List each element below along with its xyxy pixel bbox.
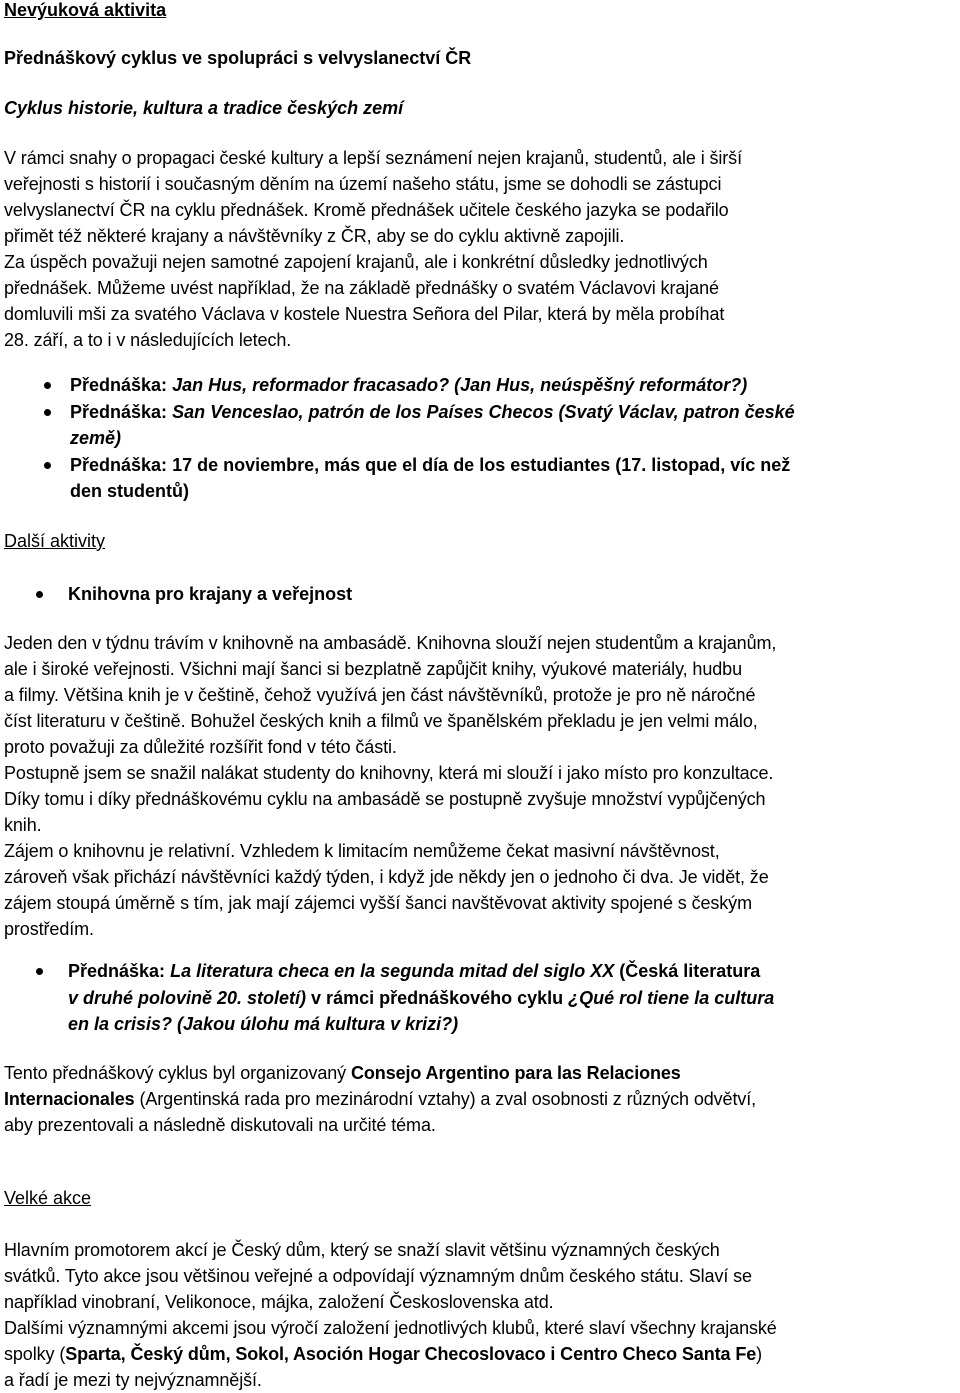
bullet-icon (36, 591, 43, 598)
section-heading-dalsi-aktivity: Další aktivity (4, 531, 106, 551)
organizer-name: Consejo Argentino para las Relaciones (351, 1063, 681, 1083)
lecture-title-es: La literatura checa en la segunda mitad del siglo XX (170, 961, 615, 981)
subtitle-cycle-history: Cyklus historie, kultura a tradice českých zemí (4, 98, 404, 118)
para-line: a řadí je mezi ty nejvýznamnější. (4, 1370, 262, 1390)
para-line: domluvili mši za svatého Václava v kostele Nuestra Señora del Pilar, která by měla probíhat (4, 304, 725, 324)
paragraph-intro (4, 145, 956, 353)
para-line: přednášek. Můžeme uvést například, že na základě přednášky o svatém Václavovi krajané (4, 278, 719, 298)
lecture-title-cont: země) (70, 428, 122, 448)
paragraph-library (4, 630, 956, 942)
lecture-title-cont: den studentů) (70, 481, 189, 501)
para-line: například vinobraní, Velikonoce, májka, založení Československa atd. (4, 1292, 554, 1312)
organizer-name-cont: Internacionales (4, 1089, 135, 1109)
para-line: Za úspěch považuji nejen samotné zapojení krajanů, ale i konkrétní důsledky jednotlivých (4, 252, 708, 272)
para-line: číst literaturu v češtině. Bohužel českých knih a filmů ve španělském překladu je jen velmi málo, (4, 711, 758, 731)
para-line (4, 1341, 956, 1367)
para-line: Dalšími významnými akcemi jsou výročí založení jednotlivých klubů, které slaví všechny krajanské (4, 1318, 777, 1338)
literature-lecture-list (4, 958, 956, 1038)
lecture-cycle-title: ¿Qué rol tiene la cultura (568, 987, 775, 1008)
para-line: veřejnosti s historií i současným děním na území našeho státu, jsme se dohodli se zástupci (4, 174, 722, 194)
lecture-title: San Venceslao, patrón de los Países Checos (Svatý Václav, patron české (172, 401, 795, 422)
para-line: svátků. Tyto akce jsou většinou veřejné a odpovídají významným dnům českého státu. Slaví se (4, 1266, 752, 1286)
library-list (4, 581, 956, 608)
bullet-icon (44, 382, 51, 389)
para-line: 28. září, a to i v následujících letech. (4, 330, 292, 350)
lecture-cycle-text: v rámci přednáškového cyklu (306, 987, 569, 1008)
para-line: Hlavním promotorem akcí je Český dům, který se snaží slavit většinu významných českých (4, 1240, 720, 1260)
para-line: prostředím. (4, 919, 94, 939)
lecture-title-cz: (Česká literatura (614, 961, 761, 981)
paragraph-events (4, 1237, 956, 1393)
lecture-label: Přednáška: (70, 401, 168, 422)
list-item-lecture-17-november (4, 452, 956, 505)
lecture-label: Přednáška: (70, 375, 168, 395)
para-line: knih. (4, 815, 42, 835)
list-item-lecture-hus (4, 372, 956, 399)
organizer-text: Tento přednáškový cyklus byl organizovaný (4, 1063, 351, 1083)
para-line: zároveň však přichází návštěvníci každý týden, i když jde někdy jen o jednoho či dva. Je vidět, že (4, 867, 769, 887)
clubs-list: Sparta, Český dům, Sokol, Asoción Hogar Checoslovaco i Centro Checo Santa Fe (65, 1344, 757, 1364)
para-line: zájem stoupá úměrně s tím, jak mají zájemci vyšší šanci navštěvovat aktivity spojené s českým (4, 893, 752, 913)
lecture-label: Přednáška: (70, 454, 168, 475)
lecture-title-cz-cont: v druhé polovině 20. století) (68, 987, 307, 1008)
section-heading-nevyukova: Nevýuková aktivita (4, 0, 167, 20)
para-line: Díky tomu i díky přednáškovému cyklu na ambasádě se postupně zvyšuje množství vypůjčených (4, 789, 766, 809)
list-item-lecture-vaclav (4, 399, 956, 452)
clubs-text-end: ) (756, 1344, 763, 1364)
list-item-lecture-literature (4, 958, 956, 1038)
para-line: Postupně jsem se snažil nalákat studenty do knihovny, která mi slouží i jako místo pro konzultace. (4, 763, 774, 783)
subtitle-lecture-series: Přednáškový cyklus ve spolupráci s velvyslanectví ČR (4, 48, 472, 68)
para-line: velvyslanectví ČR na cyklu přednášek. Kromě přednášek učitele českého jazyka se podařilo (4, 200, 729, 220)
paragraph-organizer (4, 1060, 956, 1138)
para-line: ale i široké veřejnosti. Všichni mají šanci si bezplatně zapůjčit knihy, výukové materiály, hudbu (4, 659, 742, 679)
lecture-title: 17 de noviembre, más que el día de los estudiantes (17. listopad, víc než (172, 454, 791, 475)
para-line: Jeden den v týdnu trávím v knihovně na ambasádě. Knihovna slouží nejen studentům a krajanům, (4, 633, 777, 653)
section-heading-velke-akce: Velké akce (4, 1188, 92, 1208)
lecture-list (4, 372, 956, 505)
lecture-cycle-title-cont: en la crisis? (Jakou úlohu má kultura v krizi?) (68, 1014, 459, 1034)
lecture-label: Přednáška: (68, 961, 166, 981)
para-line (4, 1060, 956, 1086)
para-line: Zájem o knihovnu je relativní. Vzhledem k limitacím nemůžeme čekat masivní návštěvnost, (4, 841, 720, 861)
library-item-label: Knihovna pro krajany a veřejnost (68, 584, 353, 604)
clubs-text: spolky ( (4, 1344, 66, 1364)
para-line (4, 1086, 956, 1112)
list-item-library (4, 581, 956, 608)
para-line: V rámci snahy o propagaci české kultury a lepší seznámení nejen krajanů, studentů, ale i širší (4, 148, 742, 168)
organizer-text-cont: (Argentinská rada pro mezinárodní vztahy) a zval osobnosti z různých odvětví, (134, 1089, 757, 1109)
bullet-icon (36, 968, 43, 975)
lecture-title: Jan Hus, reformador fracasado? (Jan Hus, neúspěšný reformátor?) (172, 375, 748, 395)
bullet-icon (44, 409, 51, 416)
para-line: proto považuji za důležité rozšířit fond v této části. (4, 737, 397, 757)
para-line: a filmy. Většina knih je v češtině, čehož využívá jen část návštěvníků, protože je pro ně náročné (4, 685, 756, 705)
bullet-icon (44, 462, 51, 469)
para-line: aby prezentovali a následně diskutovali na určité téma. (4, 1115, 436, 1135)
para-line: přimět též některé krajany a návštěvníky z ČR, aby se do cyklu aktivně zapojili. (4, 226, 625, 246)
